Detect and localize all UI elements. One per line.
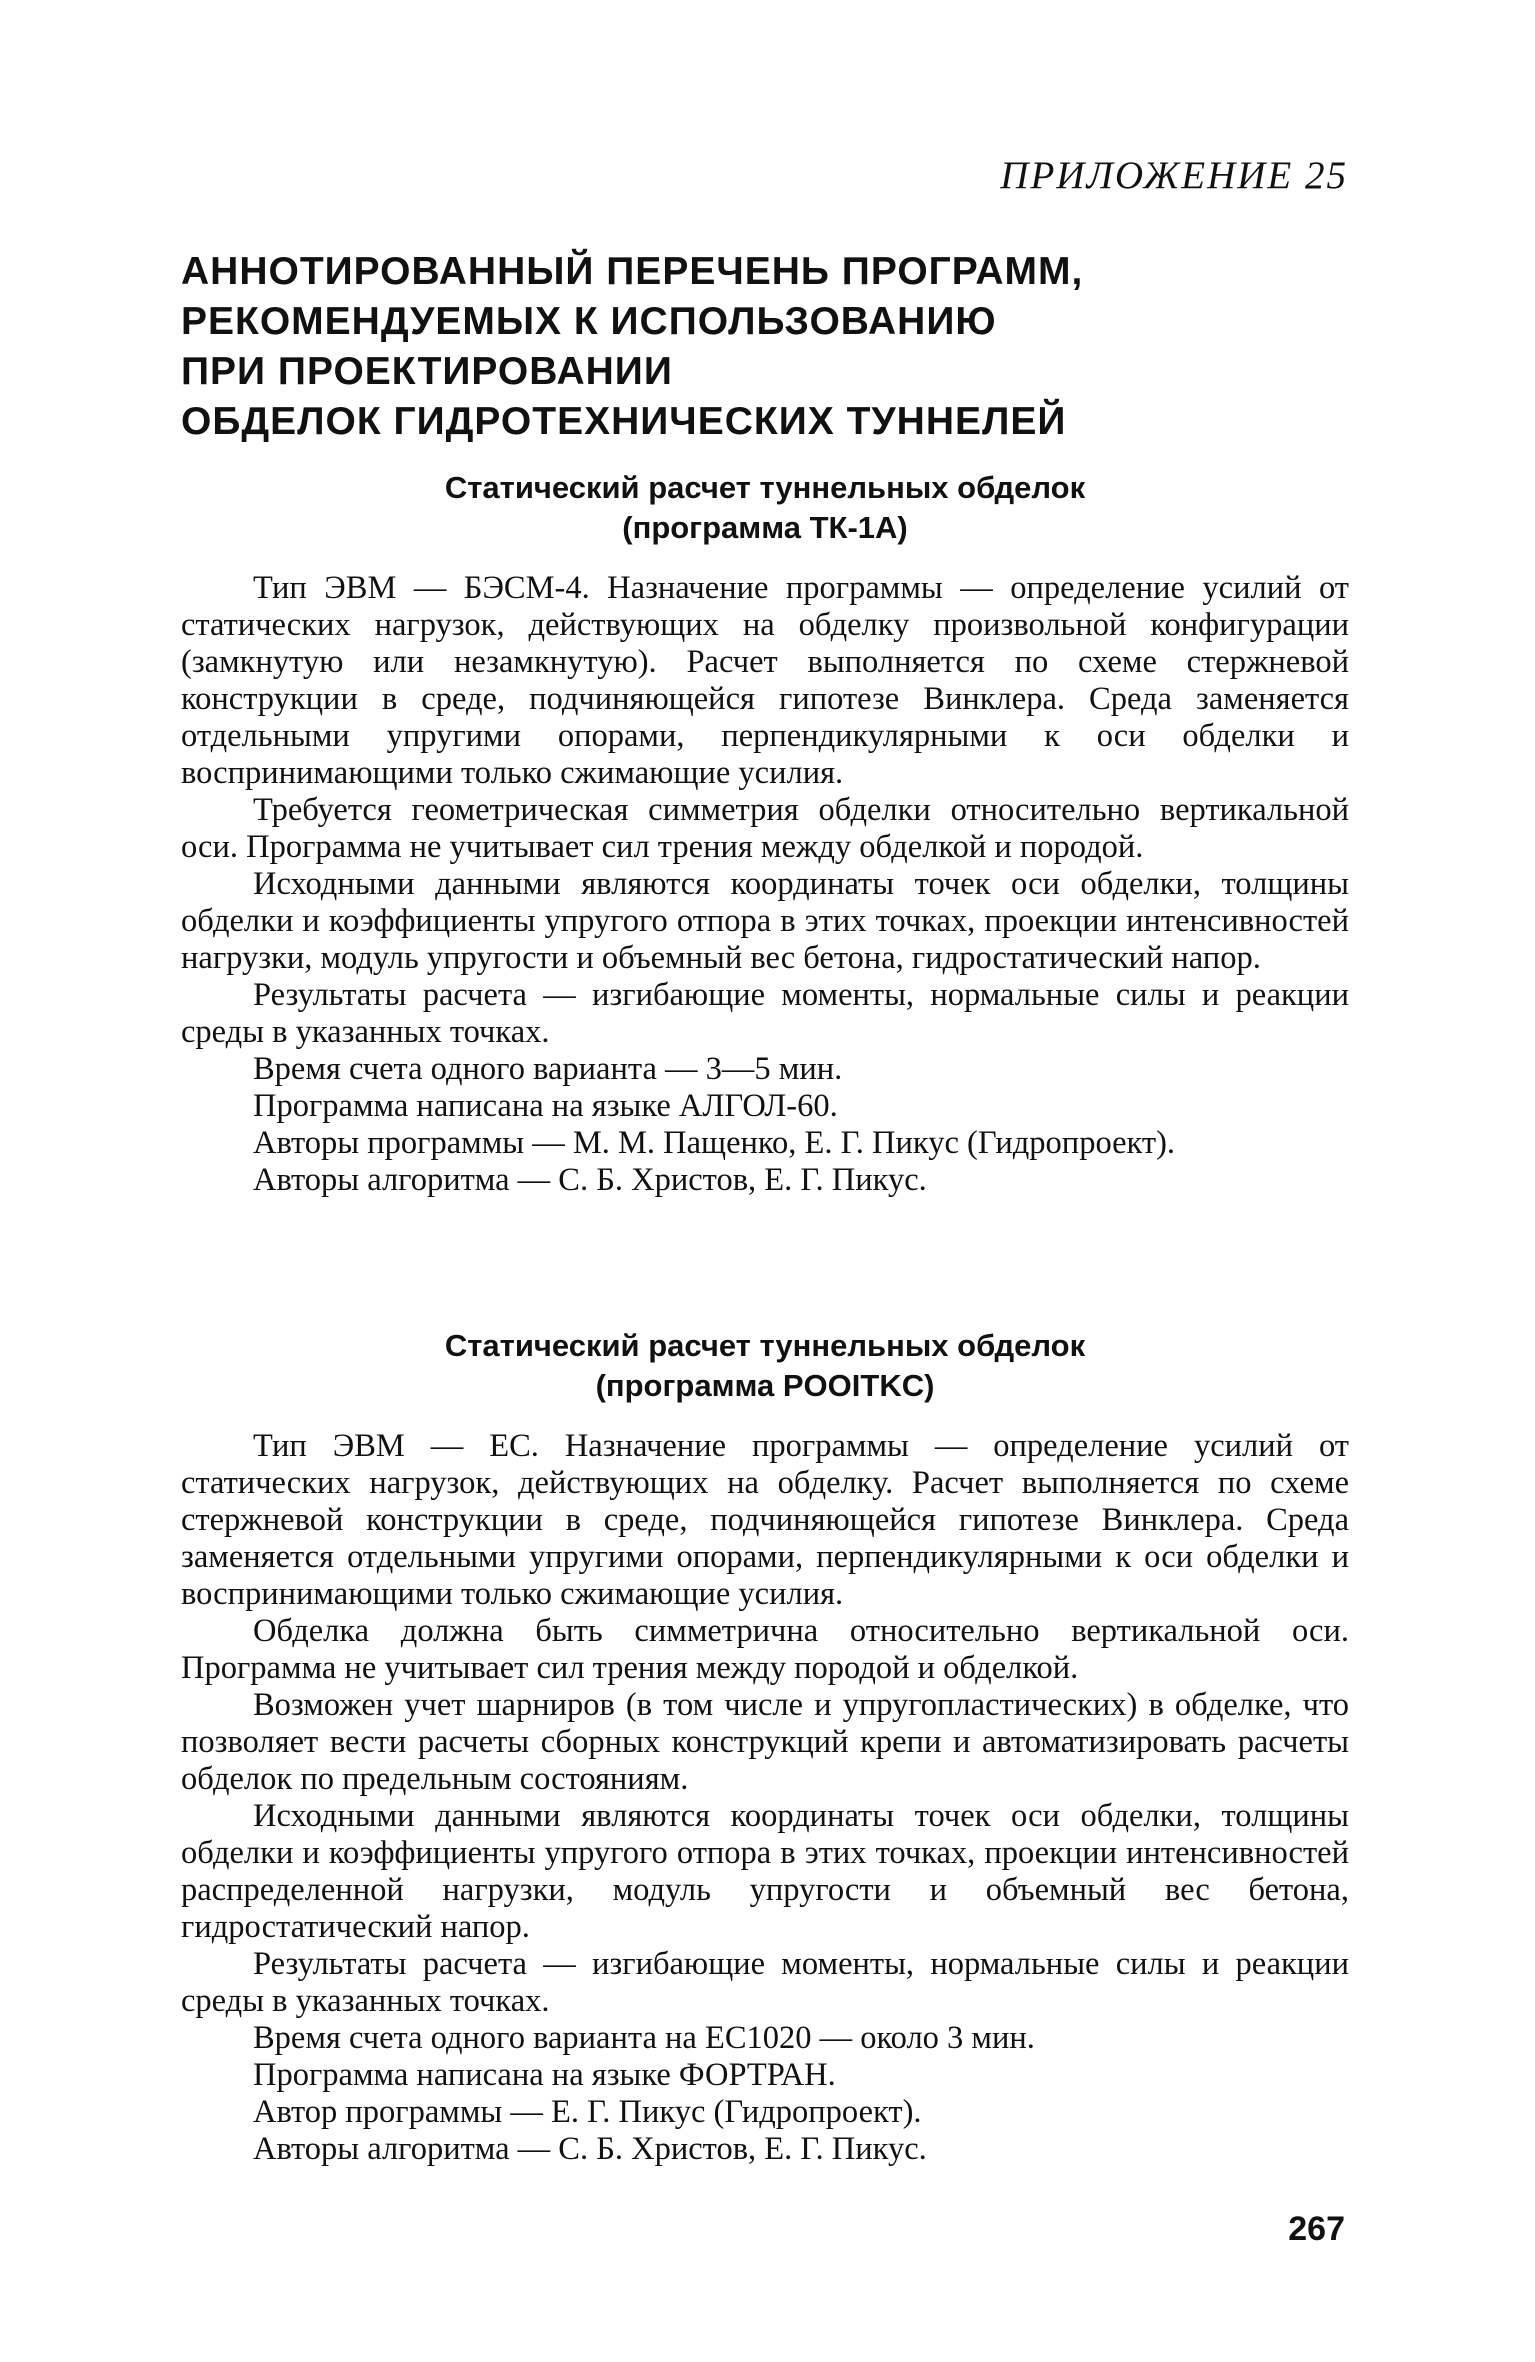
paragraph: Время счета одного варианта на ЕС1020 — около 3 мин.	[253, 2020, 1035, 2056]
paragraph: Результаты расчета — изгибающие моменты, нормальные силы и реакции среды в указанных точках.	[181, 977, 1349, 1050]
paragraph: Обделка должна быть симметрична относительно вертикальной оси. Программа не учитывает сил трения между породой и обделкой.	[181, 1613, 1349, 1686]
title-line: АННОТИРОВАННЫЙ ПЕРЕЧЕНЬ ПРОГРАММ,	[181, 250, 1084, 293]
paragraph: Автор программы — Е. Г. Пикус (Гидропроект).	[253, 2094, 922, 2130]
paragraph: Авторы программы — М. М. Пащенко, Е. Г. Пикус (Гидропроект).	[253, 1125, 1176, 1161]
paragraph: Требуется геометрическая симметрия обделки относительно вертикальной оси. Программа не учитывает сил трения между обделкой и породой.	[181, 792, 1349, 865]
section-heading-line: (программа POOITKC)	[595, 1368, 935, 1403]
section-heading	[181, 1326, 1349, 1406]
section-tk1a	[181, 468, 1349, 1199]
paragraph: Исходными данными являются координаты точек оси обделки, толщины обделки и коэффициенты упругого отпора в этих точках, проекции интенсивностей нагрузки, модуль упругости и объемный вес бетона, гидростатический напор.	[181, 866, 1349, 976]
title-line: РЕКОМЕНДУЕМЫХ К ИСПОЛЬЗОВАНИЮ	[181, 300, 997, 343]
paragraph: Результаты расчета — изгибающие моменты, нормальные силы и реакции среды в указанных точках.	[181, 1946, 1349, 2019]
section-heading-line: Статический расчет туннельных обделок	[444, 1328, 1086, 1363]
title-line: ПРИ ПРОЕКТИРОВАНИИ	[181, 350, 673, 393]
page-title	[181, 247, 1361, 447]
section-heading-line: Статический расчет туннельных обделок	[444, 470, 1086, 505]
paragraph: Возможен учет шарниров (в том числе и упругопластических) в обделке, что позволяет вести расчеты сборных конструкций крепи и автоматизировать расчеты обделок по предельным состояниям.	[181, 1687, 1349, 1797]
title-line: ОБДЕЛОК ГИДРОТЕХНИЧЕСКИХ ТУННЕЛЕЙ	[181, 400, 1067, 443]
section-pooitkc	[181, 1326, 1349, 2168]
paragraph: Авторы алгоритма — С. Б. Христов, Е. Г. Пикус.	[253, 1162, 927, 1198]
paragraph: Тип ЭВМ — БЭСМ-4. Назначение программы — определение усилий от статических нагрузок, действующих на обделку произвольной конфигурации (замкнутую или незамкнутую). Расчет выполняется по схеме стержневой конструкции в среде, подчиняющейся гипотезе Винклера. Среда заменяется отдельными упругими опорами, перпендикулярными к оси обделки и воспринимающими только сжимающие усилия.	[181, 570, 1349, 791]
paragraph: Программа написана на языке АЛГОЛ-60.	[253, 1088, 838, 1124]
section-heading	[181, 468, 1349, 548]
appendix-label: ПРИЛОЖЕНИЕ 25	[1000, 154, 1348, 197]
paragraph: Исходными данными являются координаты точек оси обделки, толщины обделки и коэффициенты упругого отпора в этих точках, проекции интенсивностей распределенной нагрузки, модуль упругости и объемный вес бетона, гидростатический напор.	[181, 1798, 1349, 1945]
page-number: 267	[1288, 2210, 1345, 2248]
paragraph: Время счета одного варианта — 3—5 мин.	[253, 1051, 843, 1087]
paragraph: Тип ЭВМ — ЕС. Назначение программы — определение усилий от статических нагрузок, действующих на обделку. Расчет выполняется по схеме стержневой конструкции в среде, подчиняющейся гипотезе Винклера. Среда заменяется отдельными упругими опорами, перпендикулярными к оси обделки и воспринимающими только сжимающие усилия.	[181, 1428, 1349, 1612]
paragraph: Авторы алгоритма — С. Б. Христов, Е. Г. Пикус.	[253, 2131, 927, 2167]
paragraph: Программа написана на языке ФОРТРАН.	[253, 2057, 836, 2093]
section-heading-line: (программа ТК-1А)	[622, 510, 908, 545]
